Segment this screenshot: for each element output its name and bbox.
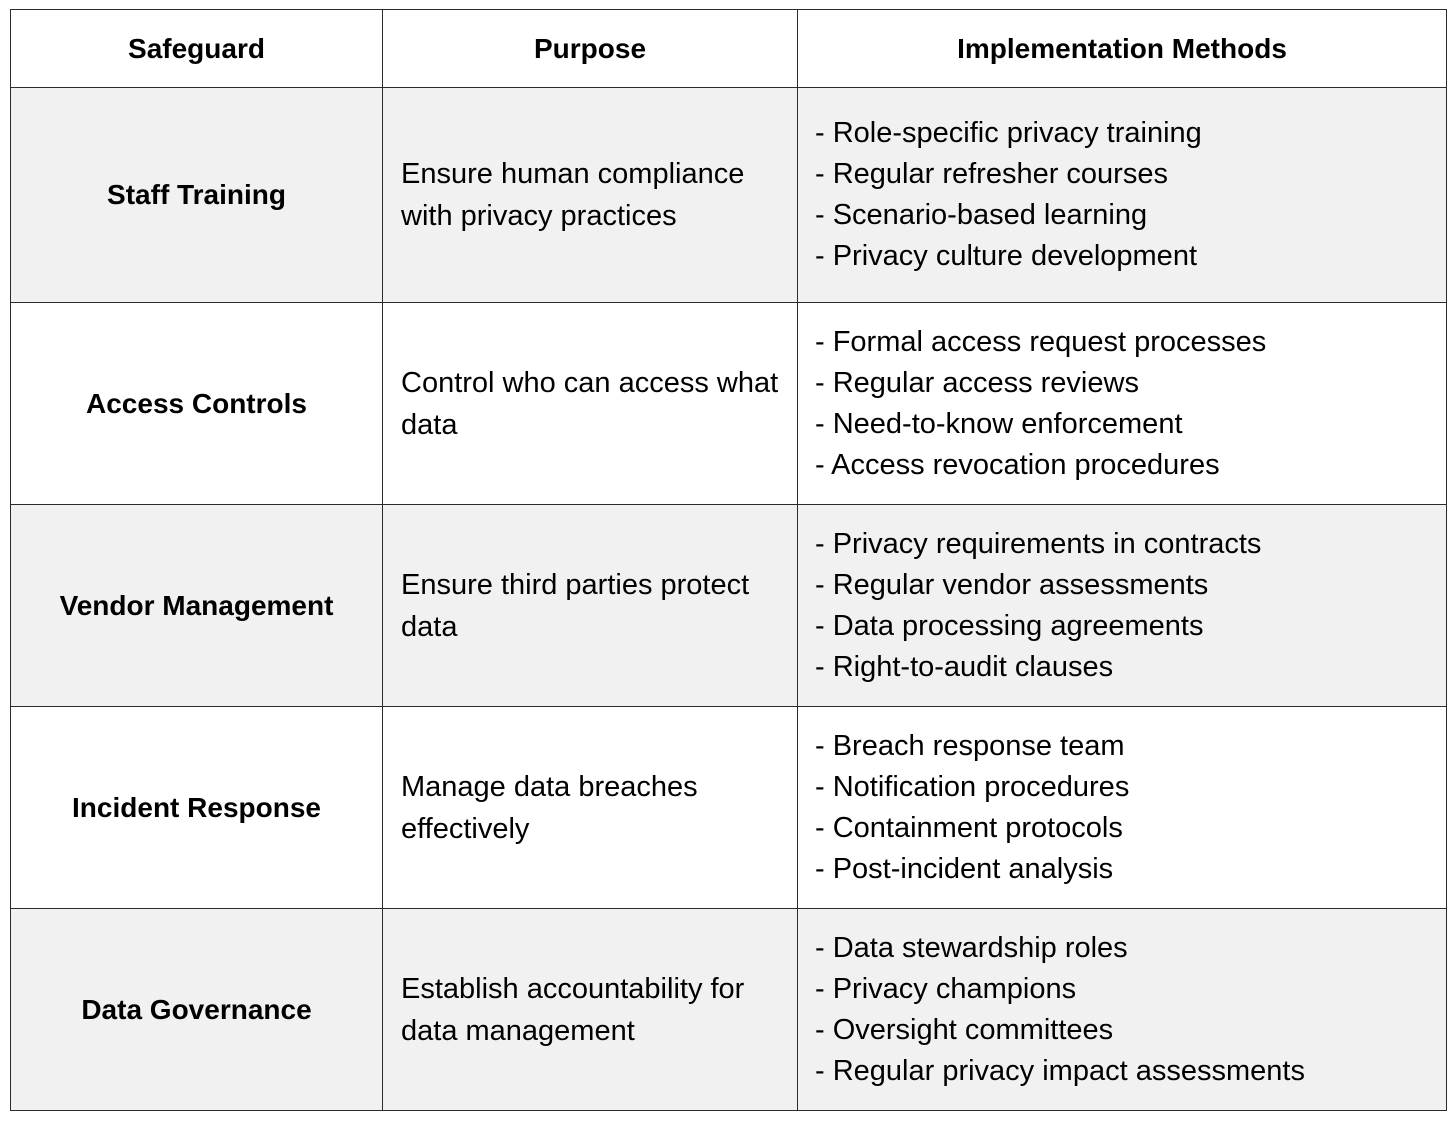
method-item: - Privacy champions: [815, 972, 1077, 1005]
safeguard-cell: Staff Training: [11, 88, 383, 303]
table-row: [11, 88, 1447, 303]
methods-cell: [798, 303, 1447, 505]
methods-list: [815, 524, 1446, 688]
safeguard-cell: Vendor Management: [11, 505, 383, 707]
safeguards-table: [10, 9, 1447, 1111]
method-item: - Regular privacy impact assessments: [815, 1054, 1305, 1087]
table-row: [11, 303, 1447, 505]
method-item: - Need-to-know enforcement: [815, 407, 1183, 440]
method-item: - Oversight committees: [815, 1013, 1114, 1046]
method-item: - Containment protocols: [815, 811, 1123, 844]
method-item: - Regular access reviews: [815, 366, 1139, 399]
methods-list: [815, 322, 1446, 486]
methods-list: [815, 726, 1446, 890]
method-item: - Post-incident analysis: [815, 852, 1114, 885]
purpose-cell: Ensure third parties protect data: [383, 505, 798, 707]
method-item: - Data stewardship roles: [815, 931, 1128, 964]
purpose-cell: Control who can access what data: [383, 303, 798, 505]
methods-cell: [798, 707, 1447, 909]
method-item: - Breach response team: [815, 729, 1125, 762]
method-item: - Data processing agreements: [815, 609, 1204, 642]
method-item: - Privacy requirements in contracts: [815, 527, 1262, 560]
method-item: - Right-to-audit clauses: [815, 650, 1114, 683]
header-purpose: Purpose: [383, 10, 798, 88]
method-item: - Regular vendor assessments: [815, 568, 1209, 601]
method-item: - Role-specific privacy training: [815, 117, 1202, 149]
safeguard-cell: Incident Response: [11, 707, 383, 909]
header-row: [11, 10, 1447, 88]
methods-cell: [798, 909, 1447, 1111]
table-header: [11, 10, 1447, 88]
table-row: [11, 505, 1447, 707]
table-row: [11, 707, 1447, 909]
purpose-cell: Manage data breaches effectively: [383, 707, 798, 909]
method-item: - Scenario-based learning: [815, 199, 1148, 231]
safeguard-cell: Access Controls: [11, 303, 383, 505]
method-item: - Notification procedures: [815, 770, 1130, 803]
table-row: [11, 909, 1447, 1111]
header-safeguard: Safeguard: [11, 10, 383, 88]
method-item: - Formal access request processes: [815, 325, 1267, 358]
header-implementation-methods: Implementation Methods: [798, 10, 1447, 88]
purpose-cell: Establish accountability for data management: [383, 909, 798, 1111]
method-item: - Regular refresher courses: [815, 158, 1168, 190]
method-item: - Access revocation procedures: [815, 448, 1220, 481]
method-item: - Privacy culture development: [815, 240, 1197, 272]
methods-list: [815, 928, 1446, 1092]
methods-list: [815, 113, 1446, 277]
purpose-cell: Ensure human compliance with privacy practices: [383, 88, 798, 303]
safeguard-cell: Data Governance: [11, 909, 383, 1111]
methods-cell: [798, 88, 1447, 303]
table-body: [11, 88, 1447, 1111]
methods-cell: [798, 505, 1447, 707]
